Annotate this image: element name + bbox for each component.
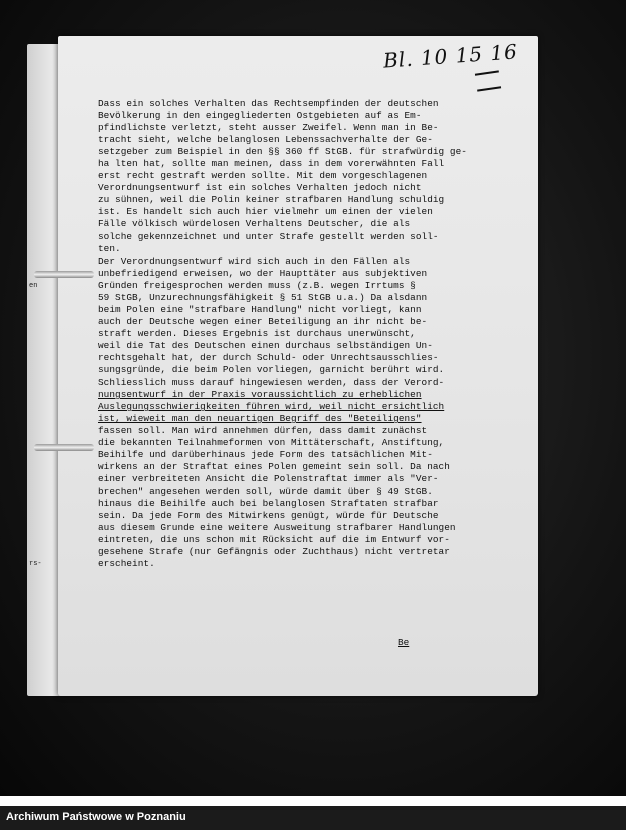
text-line: sein. Da jede Form des Mitwirkens genügt, würde für Deutsche bbox=[98, 509, 439, 521]
text-line: beim Polen eine "strafbare Handlung" nicht vorliegt, kann bbox=[98, 303, 422, 315]
side-fragment: en bbox=[29, 282, 38, 290]
text-line: ist, wieweit man den neuartigen Begriff des "Beteiligens" bbox=[98, 413, 422, 425]
text-line: die bekannten Teilnahmeformen von Mittäterschaft, Anstiftung, bbox=[98, 437, 445, 449]
text-line: solche gekennzeichnet und unter Strafe gestellt werden soll- bbox=[98, 230, 439, 242]
text-line: hinaus die Beihilfe auch bei belanglosen Straftaten strafbar bbox=[98, 497, 439, 509]
text-line: brechen" angesehen werden soll, würde damit über § 49 StGB. bbox=[98, 485, 433, 497]
text-line: aus diesem Grunde eine weitere Ausweitung strafbarer Handlungen bbox=[98, 521, 456, 533]
text-line: Der Verordnungsentwurf wird sich auch in den Fällen als bbox=[98, 255, 411, 267]
text-line: Bevölkerung in den eingegliederten Ostgebieten auf as Em- bbox=[98, 110, 422, 122]
binding-clip bbox=[34, 444, 94, 451]
text-line: 59 StGB, Unzurechnungsfähigkeit § 51 StGB u.a.) Da alsdann bbox=[98, 291, 428, 303]
text-line: weil die Tat des Deutschen einen durchaus selbständigen Un- bbox=[98, 339, 433, 351]
text-line: Fälle völkisch würdelosen Verhaltens Deutscher, die als bbox=[98, 218, 411, 230]
text-line: wirkens an der Straftat eines Polen gemeint sein soll. Da nach bbox=[98, 461, 450, 473]
text-line: Verordnungsentwurf ist ein solches Verhalten jedoch nicht bbox=[98, 182, 422, 194]
folio-annotation: Bl. 10 15 16 bbox=[382, 39, 519, 73]
text-line: Gründen freigesprochen werden muss (z.B. wegen Irrtums § bbox=[98, 279, 416, 291]
text-line: ist. Es handelt sich auch hier vielmehr um einen der vielen bbox=[98, 206, 433, 218]
text-line: straft werden. Dieses Ergebnis ist durchaus unerwünscht, bbox=[98, 327, 416, 339]
text-line: ten. bbox=[98, 242, 121, 254]
text-line: Dass ein solches Verhalten das Rechtsempfinden der deutschen bbox=[98, 98, 439, 109]
text-line: nungsentwurf in der Praxis voraussichtlich zu erheblichen bbox=[98, 389, 422, 401]
text-line: fassen soll. Man wird annehmen dürfen, dass damit zunächst bbox=[98, 425, 428, 437]
footer-bar bbox=[0, 806, 626, 830]
text-line: erst recht gestraft werden sollte. Mit dem vorgeschlagenen bbox=[98, 170, 428, 182]
archive-footer bbox=[0, 796, 626, 840]
text-line: unbefriedigend erweisen, wo der Haupttäter aus subjektiven bbox=[98, 267, 428, 279]
binding-clip bbox=[34, 271, 94, 278]
archive-name: Archiwum Państwowe w Poznaniu bbox=[6, 811, 186, 823]
document-body bbox=[98, 98, 530, 571]
text-line: erscheint. bbox=[98, 557, 155, 569]
paragraph-2 bbox=[98, 256, 530, 376]
text-line: rechtsgehalt hat, der durch Schuld- oder Unrechtsausschlies- bbox=[98, 351, 439, 363]
text-line: Auslegungsschwierigkeiten führen wird, weil nicht ersichtlich bbox=[98, 401, 445, 413]
text-line: zu sühnen, weil die Polin keiner strafbaren Handlung schuldig bbox=[98, 194, 445, 206]
text-line: pfindlichste verletzt, steht ausser Zweifel. Wenn man in Be- bbox=[98, 122, 439, 134]
text-line: sungsgründe, die beim Polen vorliegen, garnicht berührt wird. bbox=[98, 364, 445, 376]
text-line: ha lten hat, sollte man meinen, dass in dem vorerwähnten Fall bbox=[98, 158, 445, 170]
text-line: gesehene Strafe (nur Gefängnis oder Zuchthaus) nicht vertretar bbox=[98, 545, 450, 557]
text-line: eintreten, die uns schon mit Rücksicht auf die im Entwurf vor- bbox=[98, 533, 450, 545]
side-fragment: rs- bbox=[29, 560, 42, 568]
text-line: einer verbreiteten Ansicht die Polenstraftat immer als "Ver- bbox=[98, 473, 439, 485]
signature-initials: Be bbox=[398, 637, 410, 648]
text-line: auch der Deutsche wegen einer Beteiligung an ihr nicht be- bbox=[98, 315, 428, 327]
text-line: Schliesslich muss darauf hingewiesen werden, dass der Verord- bbox=[98, 377, 445, 389]
annotation-strokes bbox=[475, 70, 501, 91]
paragraph-3 bbox=[98, 377, 530, 570]
paragraph-1 bbox=[98, 98, 530, 255]
text-line: setzgeber zum Beispiel in den §§ 360 ff StGB. für strafwürdig ge- bbox=[98, 146, 467, 158]
text-line: Beihilfe und darüberhinaus jede Form des tatsächlichen Mit- bbox=[98, 449, 433, 461]
text-line: tracht sieht, welche belanglosen Lebenssachverhalte der Ge- bbox=[98, 134, 433, 146]
